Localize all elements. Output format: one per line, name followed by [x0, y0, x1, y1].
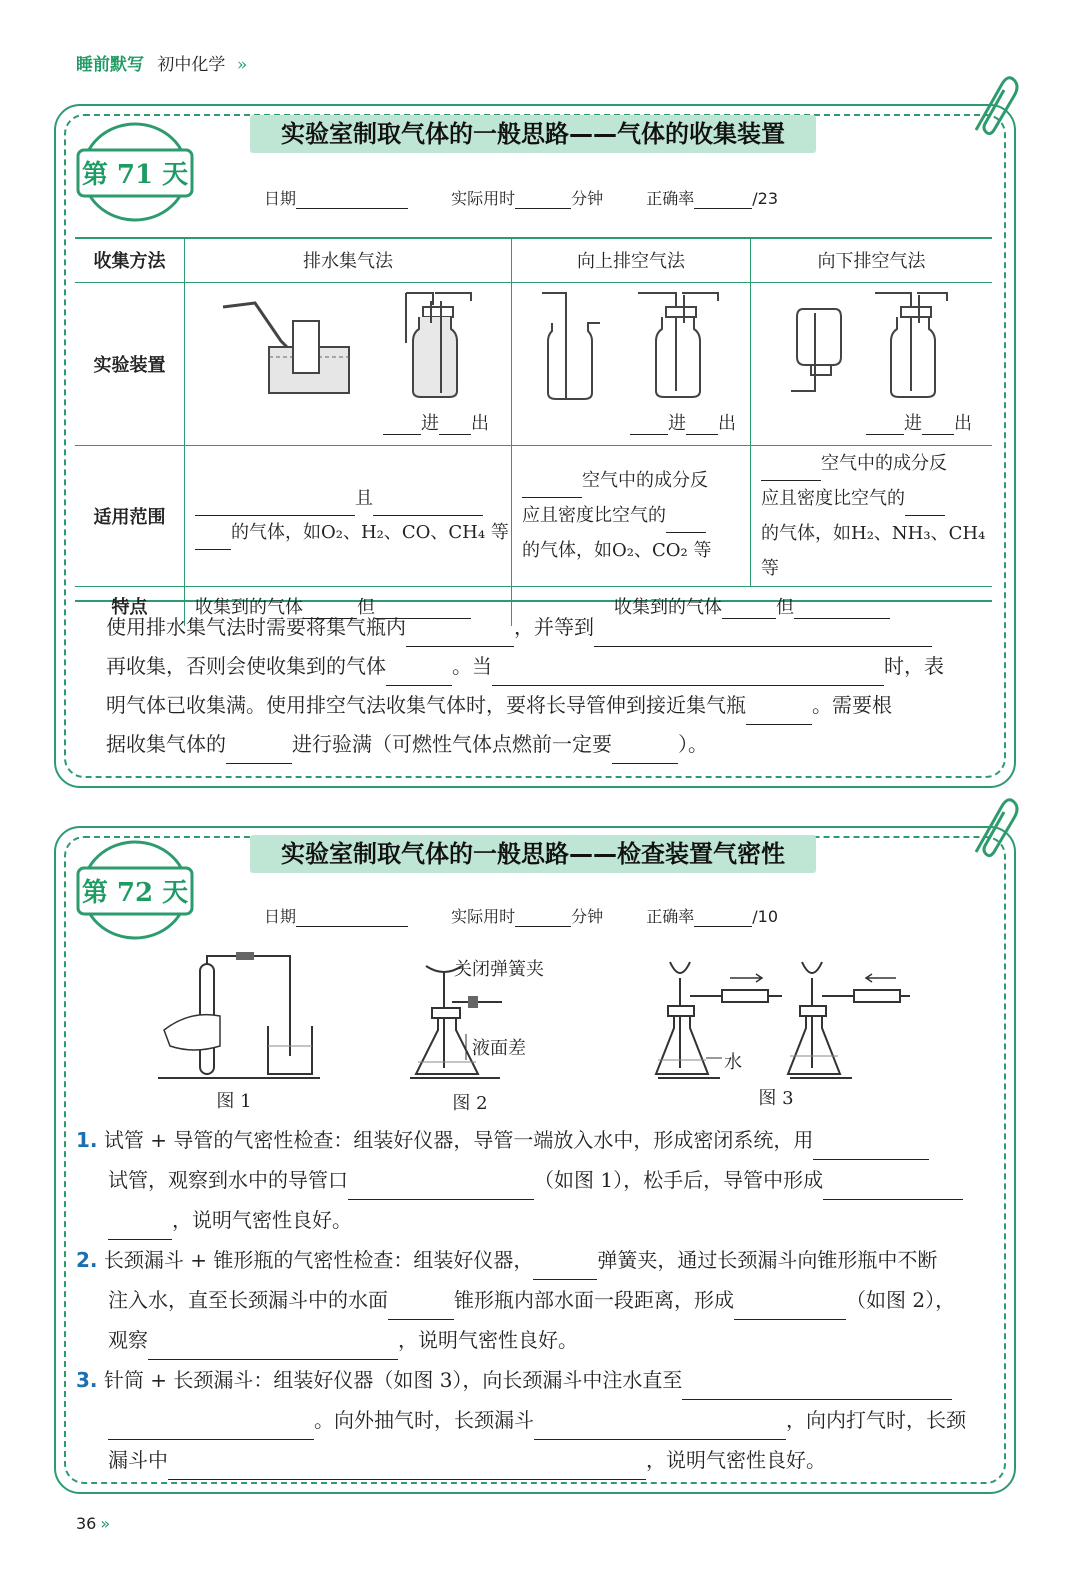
time-label: 实际用时	[451, 907, 516, 926]
q2-blank-2[interactable]	[388, 1301, 454, 1320]
q1-l1: 试管 + 导管的气密性检查：组装好仪器，导管一端放入水中，形成密闭系统，用	[103, 1128, 814, 1152]
water-out-blank[interactable]	[439, 416, 471, 435]
q3-l3b: ，说明气密性良好。	[646, 1448, 826, 1472]
up-out-blank[interactable]	[686, 416, 718, 435]
q1-num: 1.	[76, 1128, 98, 1152]
accuracy-total: /23	[752, 189, 778, 208]
para-l4c: ）。	[678, 732, 708, 756]
row-header-feature: 特点	[75, 586, 185, 626]
feature-water-b: 但	[357, 597, 375, 619]
scope-up-b: 应且密度比空气的	[522, 505, 666, 526]
accuracy-blank[interactable]	[694, 910, 752, 927]
para-l3a: 明气体已收集满。使用排空气法收集气体时，要将长导管伸到接近集气瓶	[106, 693, 746, 717]
para-l2b: 。当	[452, 654, 492, 678]
down-in-blank[interactable]	[866, 416, 904, 435]
row-header-apparatus: 实验装置	[75, 282, 185, 445]
date-label: 日期	[264, 189, 297, 208]
para-l3b: 。需要根	[812, 693, 892, 717]
day72-badge-text: 第 72 天	[81, 878, 189, 908]
water-in-out	[383, 409, 489, 435]
page-number	[76, 1514, 110, 1533]
brand-title: 睡前默写	[76, 55, 144, 75]
down-out-blank[interactable]	[922, 416, 954, 435]
page-arrow: »	[100, 1514, 111, 1533]
q2-l1b: 弹簧夹，通过长颈漏斗向锥形瓶中不断	[597, 1248, 938, 1272]
q2-l2a: 注入水，直至长颈漏斗中的水面	[108, 1288, 388, 1312]
in-label: 进	[421, 412, 439, 434]
q1-blank-4[interactable]	[108, 1221, 172, 1240]
q2-l2c: （如图 2），	[846, 1288, 956, 1312]
paperclip-icon	[962, 72, 1022, 142]
fig2-caption: 图 2	[452, 1093, 488, 1114]
scope-down-blank-1[interactable]	[761, 462, 821, 481]
q2-l3b: ，说明气密性良好。	[398, 1328, 578, 1352]
day71-paragraph	[106, 608, 992, 764]
header-arrow: »	[236, 55, 248, 75]
scope-down-blank-2[interactable]	[905, 497, 945, 516]
scope-up-blank-1[interactable]	[522, 479, 582, 498]
scope-down-c: 的气体，如H₂、NH₃、CH₄ 等	[761, 522, 986, 579]
q2-l3a: 观察	[108, 1328, 148, 1352]
fig3-caption: 图 3	[758, 1088, 794, 1109]
para-blank-3[interactable]	[386, 667, 452, 686]
q3-num: 3.	[76, 1368, 98, 1392]
out-label: 出	[718, 412, 736, 434]
scope-up-c: 的气体，如O₂、CO₂ 等	[522, 540, 712, 561]
q3-blank-1[interactable]	[682, 1381, 952, 1400]
para-blank-2[interactable]	[594, 628, 932, 647]
method-water: 排水集气法	[185, 238, 512, 282]
time-blank[interactable]	[515, 192, 571, 209]
date-blank[interactable]	[296, 910, 408, 927]
date-label: 日期	[264, 907, 297, 926]
in-label: 进	[904, 412, 922, 434]
scope-water	[185, 445, 512, 586]
para-l1b: ，并等到	[514, 615, 594, 639]
scope-down-b: 应且密度比空气的	[761, 487, 905, 509]
scope-water-blank-3[interactable]	[195, 531, 231, 550]
para-l2a: 再收集，否则会使收集到的气体	[106, 654, 386, 678]
time-unit: 分钟	[571, 189, 604, 208]
down-in-out	[866, 409, 972, 435]
feature-air-a: 收集到的气体	[614, 597, 722, 619]
apparatus-up-cell	[512, 282, 751, 445]
para-l2c: 时，表	[884, 654, 944, 678]
accuracy-label: 正确率	[646, 189, 695, 208]
q1-blank-3[interactable]	[823, 1181, 963, 1200]
para-blank-6[interactable]	[226, 745, 292, 764]
q3-blank-4[interactable]	[168, 1461, 646, 1480]
day71-title: 实验室制取气体的一般思路——气体的收集装置	[250, 115, 816, 153]
para-blank-5[interactable]	[746, 706, 812, 725]
subject-title: 初中化学	[157, 55, 226, 75]
q3-l2a: 。向外抽气时，长颈漏斗	[314, 1408, 534, 1432]
day72-title: 实验室制取气体的一般思路——检查装置气密性	[250, 835, 816, 873]
water-label: 水	[724, 1052, 742, 1073]
level-label: 液面差	[472, 1038, 526, 1059]
day71-meta	[264, 186, 778, 209]
q2-num: 2.	[76, 1248, 98, 1272]
out-label: 出	[471, 412, 489, 434]
day72-meta	[264, 904, 778, 927]
q3-l1: 针筒 + 长颈漏斗：组装好仪器（如图 3），向长颈漏斗中注水直至	[103, 1368, 683, 1392]
scope-down-a: 空气中的成分反	[821, 452, 947, 474]
out-label: 出	[954, 412, 972, 434]
up-in-blank[interactable]	[630, 416, 668, 435]
q3-blank-2[interactable]	[108, 1421, 314, 1440]
scope-down	[751, 445, 993, 586]
day71-badge-text: 第 71 天	[81, 160, 189, 190]
q2-l1a: 长颈漏斗 + 锥形瓶的气密性检查：组装好仪器，	[103, 1248, 534, 1272]
apparatus-down-cell	[751, 282, 993, 445]
apparatus-water-cell	[185, 282, 512, 445]
accuracy-blank[interactable]	[694, 192, 752, 209]
q1-l2b: （如图 1），松手后，导管中形成	[534, 1168, 824, 1192]
q3-l2b: ，向内打气时，长颈	[786, 1408, 966, 1432]
question-3	[76, 1360, 992, 1480]
up-in-out	[630, 409, 736, 435]
q3-blank-3[interactable]	[534, 1421, 786, 1440]
scope-up	[512, 445, 751, 586]
paperclip-icon	[962, 794, 1022, 864]
accuracy-label: 正确率	[646, 907, 695, 926]
q2-blank-4[interactable]	[148, 1341, 398, 1360]
method-up: 向上排空气法	[512, 238, 751, 282]
q1-l2a: 试管，观察到水中的导管口	[108, 1168, 348, 1192]
q3-l3a: 漏斗中	[108, 1448, 168, 1472]
para-l1a: 使用排水集气法时需要将集气瓶内	[106, 615, 406, 639]
collection-table	[75, 238, 992, 626]
q2-blank-3[interactable]	[734, 1301, 846, 1320]
fig1-caption: 图 1	[216, 1091, 252, 1112]
q1-blank-1[interactable]	[813, 1141, 929, 1160]
scope-water-blank-2[interactable]	[373, 497, 483, 516]
scope-water-b: 的气体，如O₂、H₂、CO、CH₄ 等	[231, 521, 509, 543]
q1-blank-2[interactable]	[348, 1181, 534, 1200]
scope-up-a: 空气中的成分反	[582, 470, 708, 491]
feature-air-b: 但	[776, 597, 794, 619]
q2-l2b: 锥形瓶内部水面一段距离，形成	[454, 1288, 734, 1312]
clamp-label: 关闭弹簧夹	[454, 959, 544, 980]
para-l4a: 据收集气体的	[106, 732, 226, 756]
para-blank-4[interactable]	[492, 667, 884, 686]
row-header-scope: 适用范围	[75, 445, 185, 586]
time-blank[interactable]	[515, 910, 571, 927]
question-1	[76, 1120, 992, 1240]
page-header	[76, 50, 247, 75]
method-down: 向下排空气法	[751, 238, 993, 282]
day72-questions	[76, 1120, 992, 1480]
scope-water-a: 且	[355, 487, 373, 509]
q2-blank-1[interactable]	[533, 1261, 597, 1280]
time-label: 实际用时	[451, 189, 516, 208]
para-blank-1[interactable]	[406, 628, 514, 647]
accuracy-total: /10	[752, 907, 778, 926]
row-header-method: 收集方法	[75, 238, 185, 282]
para-blank-7[interactable]	[612, 745, 678, 764]
page-number-value: 36	[76, 1514, 97, 1533]
scope-up-blank-2[interactable]	[666, 514, 706, 533]
q1-l3: ，说明气密性良好。	[172, 1208, 352, 1232]
para-l4b: 进行验满（可燃性气体点燃前一定要	[292, 732, 612, 756]
feature-water-a: 收集到的气体	[195, 597, 303, 619]
scope-water-blank-1[interactable]	[195, 497, 355, 516]
in-label: 进	[668, 412, 686, 434]
water-in-blank[interactable]	[383, 416, 421, 435]
question-2	[76, 1240, 992, 1360]
date-blank[interactable]	[296, 192, 408, 209]
time-unit: 分钟	[571, 907, 604, 926]
